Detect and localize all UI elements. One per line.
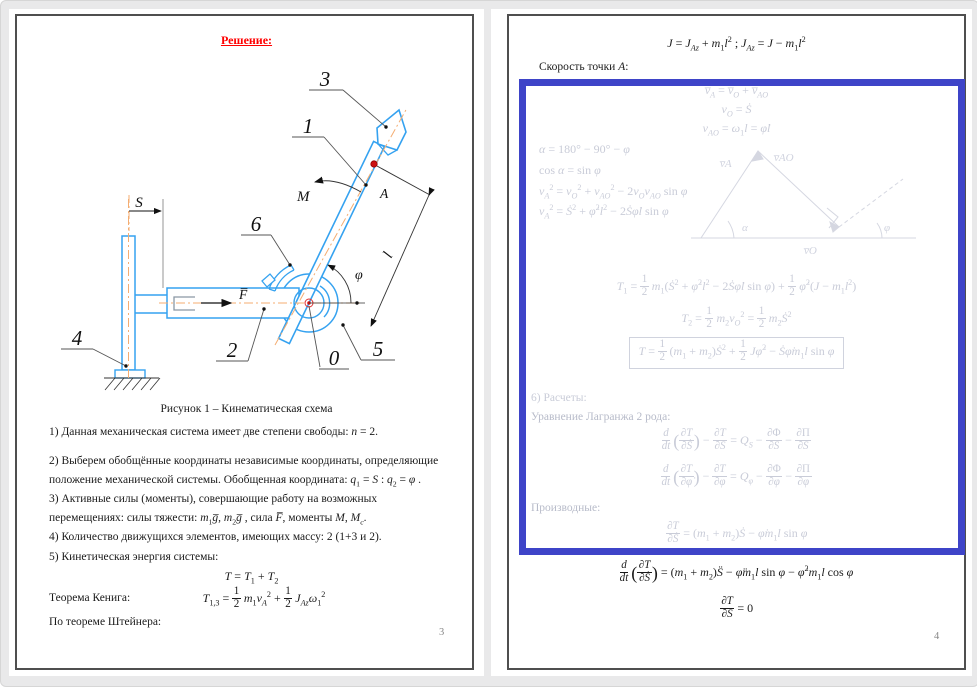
- faint-label-alpha: α: [742, 222, 748, 234]
- formula-t-sum: $T = T_1 + T_2$: [224, 569, 279, 586]
- paragraph-5: 5) Кинетическая энергия системы:: [49, 551, 219, 563]
- boxed-formula: T = $\frac{1}{2}$ ($m_1$ + $m_2)Ṡ^2$ + $\frac{1}{2}$ Jφ̇$^2$ − $Ṡ\varphi̇m_1l$ sin φ: [629, 337, 845, 369]
- document-page-3: [9, 9, 484, 676]
- part-label-1: 1: [302, 114, 314, 138]
- faint-label-vao: v̅AO: [774, 152, 794, 164]
- kenig-formula: $T_{1,3}$ = $\frac{1}{2}$ $m_1v_A^2$ + $\frac{1}{2}$ $J_{Az}\omega_1^2$: [202, 585, 326, 610]
- faint-formula-t1: $T_1$ = $\frac{1}{2}$ $m_1(Ṡ^2$ + $\varphi̇^2l^2$ − 2Ṡφ̇l sin φ) + $\frac{1}{2}$ φ̇$^2$(J − $m_1l^2$): [616, 273, 857, 298]
- faint-formula-vao: $v_{AO} = \omega_1l$ = φ̇l: [702, 121, 771, 138]
- faint-formula-va2-general: $v_A^2 = v_O^2 + v_{AO}^2 - 2v_Ov_{AO}$ sin φ: [539, 183, 688, 201]
- angle-phi-label: φ: [355, 268, 363, 283]
- point-a-label: A: [380, 186, 389, 201]
- part-label-3: 3: [319, 67, 331, 91]
- kenig-label: Теорема Кенига:: [49, 592, 131, 604]
- faint-formula-va2-expanded: $v_A^2$ = Ṡ$^2$ + $\varphi̇^2l^2$ − 2Ṡφ̇l sin φ: [539, 203, 669, 221]
- faint-label-phi: φ: [884, 222, 891, 234]
- post-base: [115, 370, 145, 378]
- document-page-4: [491, 9, 972, 676]
- paragraph-4: 4) Количество движущихся элементов, имеющих массу: 2 (1+3 и 2).: [49, 531, 382, 543]
- faint-lagrange-label: Уравнение Лагранжа 2 рода:: [531, 411, 671, 423]
- faint-formula-cos: cos α = sin φ: [539, 163, 601, 177]
- faint-formula-dtds: $\frac{\partial T}{\text{∂Ṡ}}$ = ($m_1$ + $m_2)Ṡ$ − $\varphi̇m_1l$ sin φ: [667, 520, 808, 545]
- dim-s-label: S: [135, 195, 143, 211]
- speed-label: Скорость точки A:: [539, 61, 629, 73]
- faint-formula-alpha: α = 180° − 90° − φ: [539, 142, 630, 156]
- faint-formula-v-sum: $v̅_A$ = $v̅_O$ + $v̅_{AO}$: [704, 83, 769, 100]
- formula-ddt: $\frac{d}{dt}$ ( $\frac{\partial T}{\text{∂Ṡ}}$ ) = ($m_1$ + $m_2)S̈$ − $\varphïm_1l$ $\sin \varphi - \varphi̇^2m_1l$ cos φ: [619, 559, 854, 584]
- solution-heading: Решение:: [220, 33, 273, 47]
- page-number-4: 4: [934, 631, 940, 642]
- page-number-3: 3: [439, 627, 445, 638]
- ground-hatching: [105, 378, 160, 390]
- moment-label: M: [297, 189, 310, 205]
- part-label-2: 2: [226, 338, 238, 362]
- paragraph-3: 3) Активные силы (моменты), совершающие работу на возможных перемещениях: силы тяжести: $m_1g̅$, $m_2g̅$ , сила F̅, моменты M, $M_c$.: [49, 493, 378, 526]
- part-label-6: 6: [250, 212, 262, 236]
- paragraph-1: 1) Данная механическая система имеет две степени свободы: n = 2.: [49, 426, 379, 438]
- faint-proizvodnye-label: Производные:: [531, 502, 601, 514]
- part-label-0: 0: [328, 346, 340, 370]
- paragraph-2: 2) Выберем обобщённые координаты независимые координаты, определяющие положение механической системы. Обобщенная координата: $q_1 = S$ : $q_2 = \varphi$ .: [49, 455, 439, 488]
- faint-lagrange-eq-2: $\frac{d}{dt}$ ( $\frac{\partial T}{\partial\varphi̇}$ ) − $\frac{\partial T}{\partial\varphi}$ = $Q_\varphi$ − $\frac{\partial\Phi}{\partial\varphi}$ − $\frac{\partial\Pi}{\partial\varphi}$: [661, 463, 811, 488]
- selection-rectangle[interactable]: [519, 79, 965, 555]
- l-dimension-line: [371, 195, 429, 326]
- centerlines: [129, 108, 408, 381]
- part-label-5: 5: [372, 337, 384, 361]
- faint-label-vo: v̅O: [804, 245, 817, 257]
- force-label: F̅: [239, 287, 248, 302]
- point-a-dot: [371, 161, 377, 167]
- faint-raschety-label: 6) Расчеты:: [531, 392, 587, 404]
- part-label-4: 4: [71, 326, 83, 350]
- phi-baseline-dot: [355, 301, 358, 304]
- leader-dots: [124, 125, 387, 367]
- formula-j: $J = J_{Az} + m_1l^2$ ; $J_{Az} = J - m_1l^2$: [667, 35, 806, 53]
- faint-formula-vo: $v_O$ = Ṡ: [721, 102, 752, 119]
- pentagon-tip: [377, 110, 406, 150]
- faint-label-va: v̅A: [720, 158, 732, 170]
- faint-lagrange-eq-1: $\frac{d}{dt}$ ( $\frac{\partial T}{\text{∂Ṡ}}$ ) − $\frac{\partial T}{\partial S}$ = $Q_S$ − $\frac{\partial\Phi}{\partial S}$ − $\frac{\partial\Pi}{\partial S}$: [661, 427, 810, 452]
- steiner-label: По теореме Штейнера:: [49, 616, 162, 628]
- faint-formula-t2: $T_2$ = $\frac{1}{2}$ $m_2v_O^2$ = $\frac{1}{2}$ $m_2Ṡ^2$: [681, 305, 792, 330]
- formula-dtds-zero: $\frac{\partial T}{\partial S}$ = 0: [721, 595, 754, 620]
- dim-l-label: l: [380, 249, 397, 261]
- figure-caption: Рисунок 1 – Кинематическая схема: [160, 403, 333, 415]
